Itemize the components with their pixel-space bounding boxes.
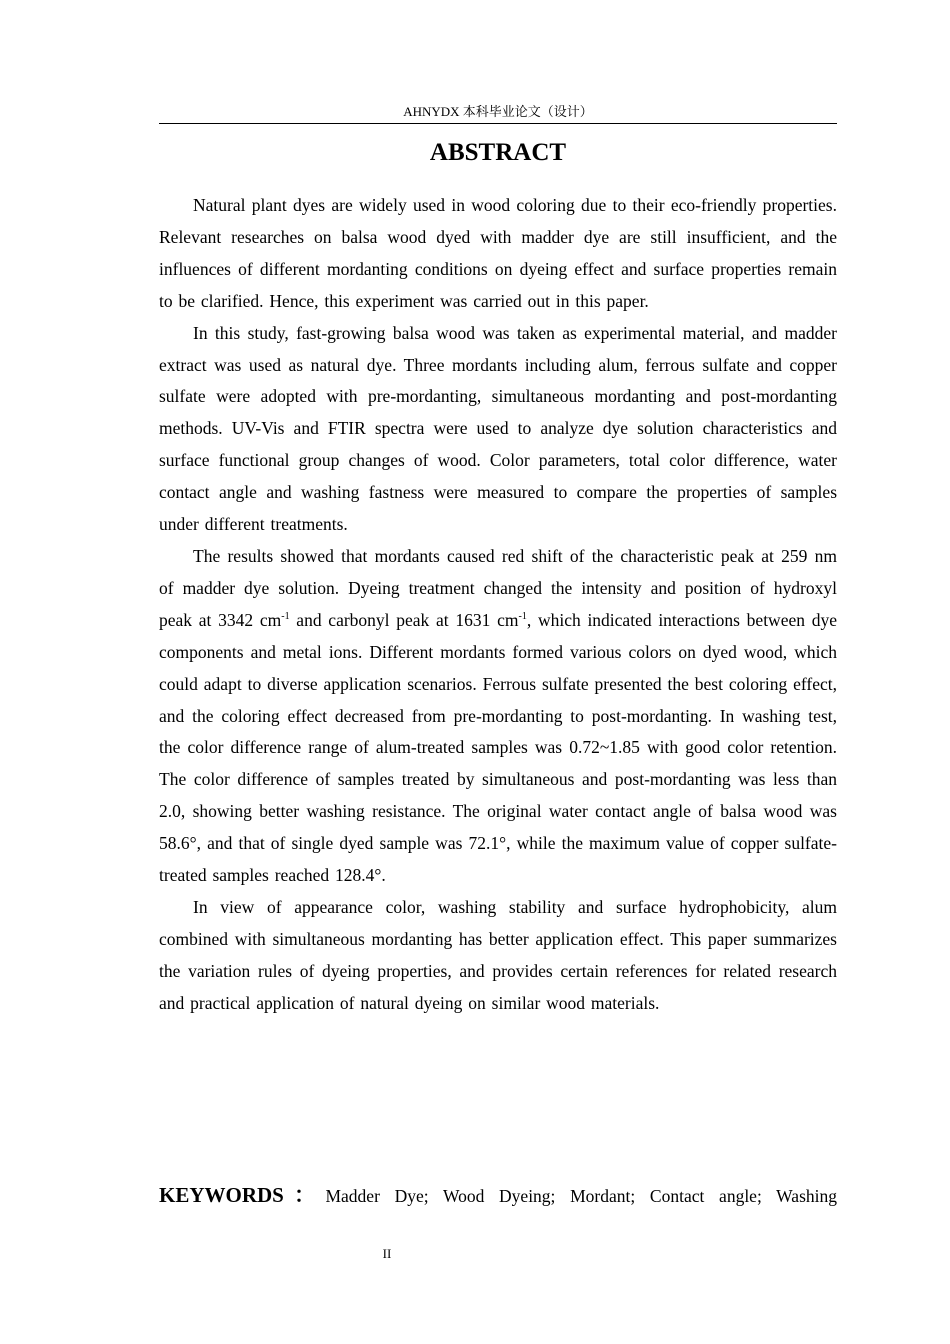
abstract-paragraph-1: Natural plant dyes are widely used in wood coloring due to their eco-friendly properties. Relevant researches on balsa wood dyed with madder dye are still insufficient, and the influences of different mordanting conditions on dyeing effect and surface properties remain to be clarified. Hence, this experiment was carried out in this paper. [159, 195, 837, 311]
paragraph-3-text-2: and carbonyl peak at 1631 cm [289, 609, 519, 630]
paragraph-3-text-1: The results showed that mordants caused red shift of the characteristic peak at 259 nm of madder dye solution. Dyeing treatment changed the intensity and position of hydroxyl peak at 3342 cm [159, 545, 837, 630]
superscript-minus-one: -1 [518, 610, 527, 622]
running-header: AHNYDX 本科毕业论文（设计） [403, 104, 593, 119]
abstract-paragraph-3 [159, 541, 837, 892]
abstract-title: ABSTRACT [429, 139, 567, 166]
keywords-line [159, 1178, 837, 1213]
paragraph-3-text-3: , which indicated interactions between dye components and metal ions. Different mordants formed various colors on dyed wood, which could adapt to diverse application scenarios. Ferrous sulfate presented the best coloring effect, and the coloring effect decreased from pre-mordanting to post-mordanting. In washing test, the color difference range of alum-treated samples was 0.72~1.85 with good color retention. The color difference of samples treated by simultaneous and post-mordanting was less than 2.0, showing better washing resistance. The original water contact angle of balsa wood was 58.6°, and that of single dyed sample was 72.1°, while the maximum value of copper sulfate-treated samples reached 128.4°. [159, 609, 837, 886]
abstract-paragraph-4: In view of appearance color, washing stability and surface hydrophobicity, alum combined with simultaneous mordanting has better application effect. This paper summarizes the variation rules of dyeing properties, and provides certain references for related research and practical application of natural dyeing on similar wood materials. [159, 896, 837, 1013]
header-rule [159, 123, 837, 124]
page-number: II [382, 1246, 392, 1261]
abstract-paragraph-2: In this study, fast-growing balsa wood was taken as experimental material, and madder extract was used as natural dye. Three mordants including alum, ferrous sulfate and copper sulfate were adopted with pre-mordanting, simultaneous mordanting and post-mordanting methods. UV-Vis and FTIR spectra were used to analyze dye solution characteristics and surface functional group changes of wood. Color parameters, total color difference, water contact angle and washing fastness were measured to compare the properties of samples under different treatments. [159, 322, 837, 535]
keywords-label: KEYWORDS： [159, 1183, 326, 1207]
abstract-body [159, 190, 837, 1020]
keywords-text: Madder Dye; Wood Dyeing; Mordant; Contact angle; Washing [325, 1186, 837, 1206]
superscript-minus-one: -1 [281, 610, 290, 622]
